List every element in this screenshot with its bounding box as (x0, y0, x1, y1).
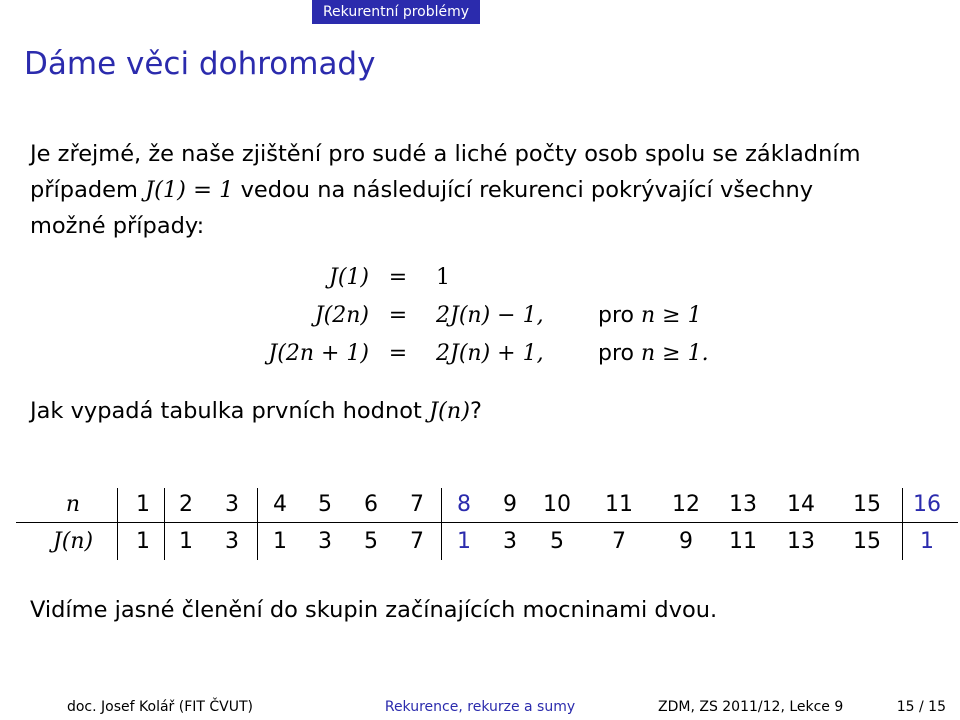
footer-date: ZDM, ZS 2011/12, Lekce 9 (658, 699, 844, 715)
equation-2-cond-math: n ≥ 1 (640, 303, 702, 328)
table-cell: 7 (410, 529, 424, 554)
equation-1-eq: = (388, 265, 408, 290)
question-math: J(n) (428, 398, 471, 424)
table-column-divider (117, 488, 118, 560)
equation-3-cond-math: n ≥ 1. (640, 341, 709, 366)
table-cell: 7 (410, 492, 424, 517)
question-text (30, 393, 482, 429)
intro-line-2-post: vedou na následující rekurenci pokrývající všechny (233, 177, 814, 203)
table-cell: 10 (543, 492, 571, 517)
equation-3-cond-word: pro (598, 341, 641, 366)
table-cell: 1 (920, 529, 934, 554)
table-cell: 2 (179, 492, 193, 517)
footer-author: doc. Josef Kolář (FIT ČVUT) (0, 694, 320, 720)
base-case-math: J(1) = 1 (145, 177, 234, 203)
footer-info (640, 694, 960, 720)
equation-2-lhs: J(2n) (314, 303, 369, 328)
table-row-label-n: n (65, 492, 81, 517)
equation-2-rhs: 2J(n) − 1, (436, 303, 544, 328)
table-cell: 3 (318, 529, 332, 554)
table-cell: 15 (853, 492, 881, 517)
slide-title: Dáme věci dohromady (24, 46, 376, 82)
footer-page-number: 15 / 15 (896, 699, 946, 715)
intro-line-3: možné případy: (30, 213, 205, 239)
table-cell: 3 (225, 529, 239, 554)
table-cell: 5 (318, 492, 332, 517)
table-cell: 1 (136, 492, 150, 517)
table-cell: 7 (612, 529, 626, 554)
equation-2-condition (598, 296, 702, 336)
table-cell: 11 (729, 529, 757, 554)
table-cell: 14 (787, 492, 815, 517)
table-cell: 1 (179, 529, 193, 554)
table-column-divider (164, 488, 165, 560)
table-cell: 1 (457, 529, 471, 554)
table-cell: 3 (503, 529, 517, 554)
table-row-label-j: J(n) (52, 529, 94, 554)
intro-line-2 (30, 172, 930, 208)
equation-2-cond-word: pro (598, 303, 641, 328)
table-cell: 15 (853, 529, 881, 554)
intro-line-2-pre: případem (30, 177, 146, 203)
table-cell: 11 (605, 492, 633, 517)
table-cell: 16 (913, 492, 941, 517)
table-cell: 4 (273, 492, 287, 517)
equation-3-eq: = (388, 341, 408, 366)
table-column-divider (441, 488, 442, 560)
table-cell: 9 (679, 529, 693, 554)
equation-1-rhs: 1 (436, 265, 450, 290)
equation-2-eq: = (388, 303, 408, 328)
equation-1-lhs: J(1) (329, 265, 369, 290)
footer-bar (0, 694, 960, 720)
table-cell: 9 (503, 492, 517, 517)
question-mark: ? (470, 398, 482, 424)
table-cell: 1 (136, 529, 150, 554)
table-cell: 12 (672, 492, 700, 517)
table-cell: 6 (364, 492, 378, 517)
table-column-divider (902, 488, 903, 560)
equation-3-lhs: J(2n + 1) (268, 341, 369, 366)
equation-3-condition (598, 334, 709, 374)
table-cell: 1 (273, 529, 287, 554)
intro-paragraph (30, 136, 930, 244)
intro-line-1: Je zřejmé, že naše zjištění pro sudé a liché počty osob spolu se základním (30, 141, 861, 167)
table-cell: 5 (364, 529, 378, 554)
section-header-tab: Rekurentní problémy (312, 0, 480, 24)
table-cell: 13 (787, 529, 815, 554)
table-cell: 5 (550, 529, 564, 554)
table-cell: 3 (225, 492, 239, 517)
question-lead: Jak vypadá tabulka prvních hodnot (30, 398, 429, 424)
footer-topic: Rekurence, rekurze a sumy (320, 694, 640, 720)
closing-text: Vidíme jasné členění do skupin začínajících mocninami dvou. (30, 597, 718, 623)
table-cell: 8 (457, 492, 471, 517)
table-column-divider (257, 488, 258, 560)
equation-3-rhs: 2J(n) + 1, (436, 341, 544, 366)
table-cell: 13 (729, 492, 757, 517)
